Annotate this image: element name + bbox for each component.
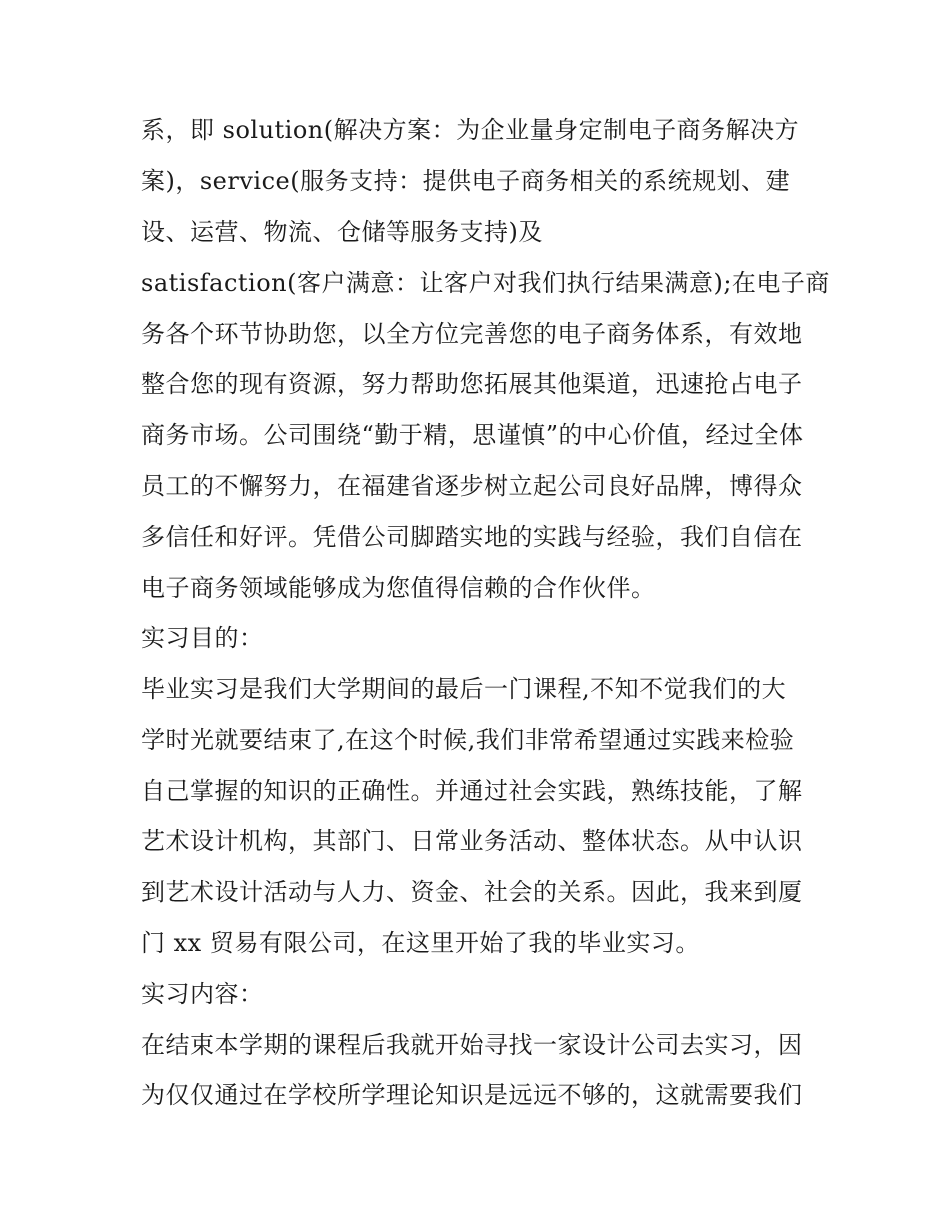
text-line: 为仅仅通过在学校所学理论知识是远远不够的，这就需要我们: [141, 1081, 803, 1109]
text-line: 员工的不懈努力，在福建省逐步树立起公司良好品牌，博得众: [141, 472, 803, 500]
text-line: 到艺术设计活动与人力、资金、社会的关系。因此，我来到厦: [141, 878, 803, 906]
text-line: 学时光就要结束了,在这个时候,我们非常希望通过实践来检验: [141, 726, 795, 754]
text-line: 艺术设计机构，其部门、日常业务活动、整体状态。从中认识: [141, 827, 803, 855]
text-line: 商务市场。公司围绕“勤于精，思谨慎”的中心价值，经过全体: [141, 421, 804, 449]
section-heading: 实习目的：: [141, 624, 264, 652]
text-line: 在结束本学期的课程后我就开始寻找一家设计公司去实习，因: [141, 1031, 803, 1059]
text-line: 多信任和好评。凭借公司脚踏实地的实践与经验，我们自信在: [141, 523, 803, 551]
text-line: 毕业实习是我们大学期间的最后一门课程,不知不觉我们的大: [141, 675, 787, 703]
text-line: 自己掌握的知识的正确性。并通过社会实践，熟练技能，了解: [141, 777, 803, 805]
text-line: 整合您的现有资源，努力帮助您拓展其他渠道，迅速抢占电子: [141, 370, 803, 398]
text-line: 门 xx 贸易有限公司，在这里开始了我的毕业实习。: [141, 929, 700, 957]
text-line: 务各个环节协助您，以全方位完善您的电子商务体系，有效地: [141, 320, 803, 348]
text-line: satisfaction(客户满意：让客户对我们执行结果满意);在电子商: [141, 269, 830, 297]
text-line: 设、运营、物流、仓储等服务支持)及: [141, 218, 543, 246]
section-heading: 实习内容：: [141, 980, 264, 1008]
text-line: 电子商务领域能够成为您值得信赖的合作伙伴。: [141, 574, 656, 602]
text-line: 系，即 solution(解决方案：为企业量身定制电子商务解决方: [141, 116, 800, 144]
text-line: 案)，service(服务支持：提供电子商务相关的系统规划、建: [141, 167, 791, 195]
